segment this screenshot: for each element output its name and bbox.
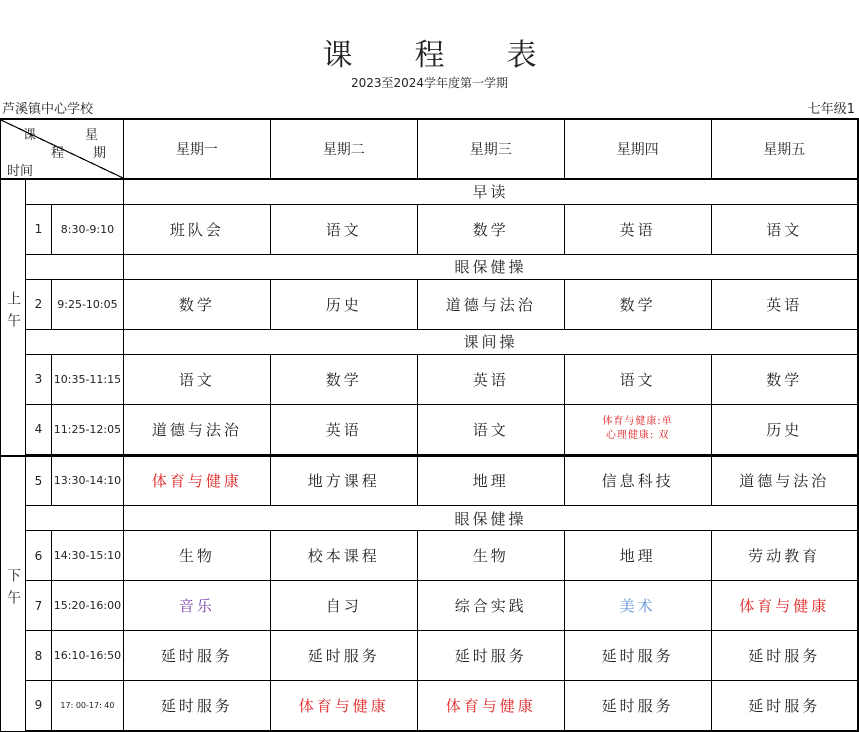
class-cell: 体育与健康 <box>123 456 270 506</box>
class-cell: 数学 <box>564 279 711 329</box>
class-cell: 道德与法治 <box>711 456 858 506</box>
term-subtitle: 2023至2024学年度第一学期 <box>350 76 509 90</box>
table-row <box>1 631 859 681</box>
break-exercise: 课间操 <box>123 329 858 354</box>
class-cell: 语文 <box>123 354 270 404</box>
day-header-wed: 星期三 <box>417 119 564 179</box>
corner-label-cheng: 程 <box>51 146 65 161</box>
class-cell: 语文 <box>270 204 417 254</box>
corner-label-ke: 课 <box>23 128 37 143</box>
break-spacer <box>26 329 124 354</box>
period-time: 9:25-10:05 <box>51 279 123 329</box>
day-header-tue: 星期二 <box>270 119 417 179</box>
class-cell: 延时服务 <box>417 631 564 681</box>
period-time: 11:25-12:05 <box>51 404 123 454</box>
period-number: 1 <box>26 204 52 254</box>
class-cell-alternating: 体育与健康:单 心理健康: 双 <box>564 404 711 454</box>
table-row <box>1 354 859 404</box>
break-spacer <box>26 179 124 204</box>
class-cell: 英语 <box>711 279 858 329</box>
class-cell: 生物 <box>123 531 270 581</box>
class-cell: 数学 <box>123 279 270 329</box>
class-cell: 体育与健康 <box>270 681 417 731</box>
break-eye-exercise-2: 眼保健操 <box>123 506 858 531</box>
class-cell: 英语 <box>270 404 417 454</box>
class-cell: 校本课程 <box>270 531 417 581</box>
corner-label-qi: 期 <box>93 146 107 161</box>
class-cell: 地理 <box>564 531 711 581</box>
class-cell: 英语 <box>564 204 711 254</box>
table-row <box>1 681 859 731</box>
class-cell: 地方课程 <box>270 456 417 506</box>
table-row <box>1 456 859 506</box>
period-time: 16:10-16:50 <box>51 631 123 681</box>
period-number: 6 <box>26 531 52 581</box>
class-cell: 美术 <box>564 581 711 631</box>
class-cell: 语文 <box>417 404 564 454</box>
period-time: 8:30-9:10 <box>51 204 123 254</box>
class-cell: 延时服务 <box>711 681 858 731</box>
period-time: 15:20-16:00 <box>51 581 123 631</box>
class-cell: 道德与法治 <box>123 404 270 454</box>
class-cell: 数学 <box>711 354 858 404</box>
class-cell: 延时服务 <box>711 631 858 681</box>
break-eye-exercise-1: 眼保健操 <box>123 254 858 279</box>
class-name: 七年级1 <box>807 102 855 117</box>
break-morning-reading: 早读 <box>123 179 858 204</box>
morning-label: 上午 <box>1 179 26 456</box>
class-cell: 音乐 <box>123 581 270 631</box>
class-cell: 生物 <box>417 531 564 581</box>
period-number: 7 <box>26 581 52 631</box>
period-number: 4 <box>26 404 52 454</box>
class-cell: 延时服务 <box>123 631 270 681</box>
class-cell: 延时服务 <box>564 631 711 681</box>
afternoon-label: 下午 <box>1 456 26 732</box>
class-cell: 地理 <box>417 456 564 506</box>
table-row <box>1 531 859 581</box>
class-cell: 体育与健康 <box>711 581 858 631</box>
period-number: 2 <box>26 279 52 329</box>
period-number: 8 <box>26 631 52 681</box>
corner-header <box>1 119 124 179</box>
school-name: 芦溪镇中心学校 <box>2 102 94 117</box>
class-cell: 体育与健康 <box>417 681 564 731</box>
class-cell: 自习 <box>270 581 417 631</box>
table-row <box>1 581 859 631</box>
break-spacer <box>26 254 124 279</box>
corner-label-time: 时间 <box>7 164 34 179</box>
class-cell: 语文 <box>711 204 858 254</box>
page-title: 课程表 <box>322 38 599 73</box>
class-cell: 延时服务 <box>123 681 270 731</box>
class-cell: 延时服务 <box>270 631 417 681</box>
class-cell: 延时服务 <box>564 681 711 731</box>
period-time: 17: 00-17: 40 <box>51 681 123 731</box>
table-row <box>1 204 859 254</box>
table-row <box>1 404 859 454</box>
class-cell: 英语 <box>417 354 564 404</box>
schedule-table <box>0 118 859 732</box>
table-row <box>1 279 859 329</box>
period-time: 10:35-11:15 <box>51 354 123 404</box>
class-cell: 历史 <box>711 404 858 454</box>
class-cell: 语文 <box>564 354 711 404</box>
break-spacer <box>26 506 124 531</box>
class-cell: 历史 <box>270 279 417 329</box>
corner-label-xing: 星 <box>85 128 99 143</box>
period-time: 14:30-15:10 <box>51 531 123 581</box>
class-cell: 信息科技 <box>564 456 711 506</box>
day-header-fri: 星期五 <box>711 119 858 179</box>
class-cell: 劳动教育 <box>711 531 858 581</box>
period-number: 5 <box>26 456 52 506</box>
class-cell: 数学 <box>270 354 417 404</box>
period-number: 9 <box>26 681 52 731</box>
class-cell: 数学 <box>417 204 564 254</box>
period-time: 13:30-14:10 <box>51 456 123 506</box>
class-cell: 道德与法治 <box>417 279 564 329</box>
period-number: 3 <box>26 354 52 404</box>
day-header-thu: 星期四 <box>564 119 711 179</box>
day-header-mon: 星期一 <box>123 119 270 179</box>
class-cell: 综合实践 <box>417 581 564 631</box>
class-cell: 班队会 <box>123 204 270 254</box>
